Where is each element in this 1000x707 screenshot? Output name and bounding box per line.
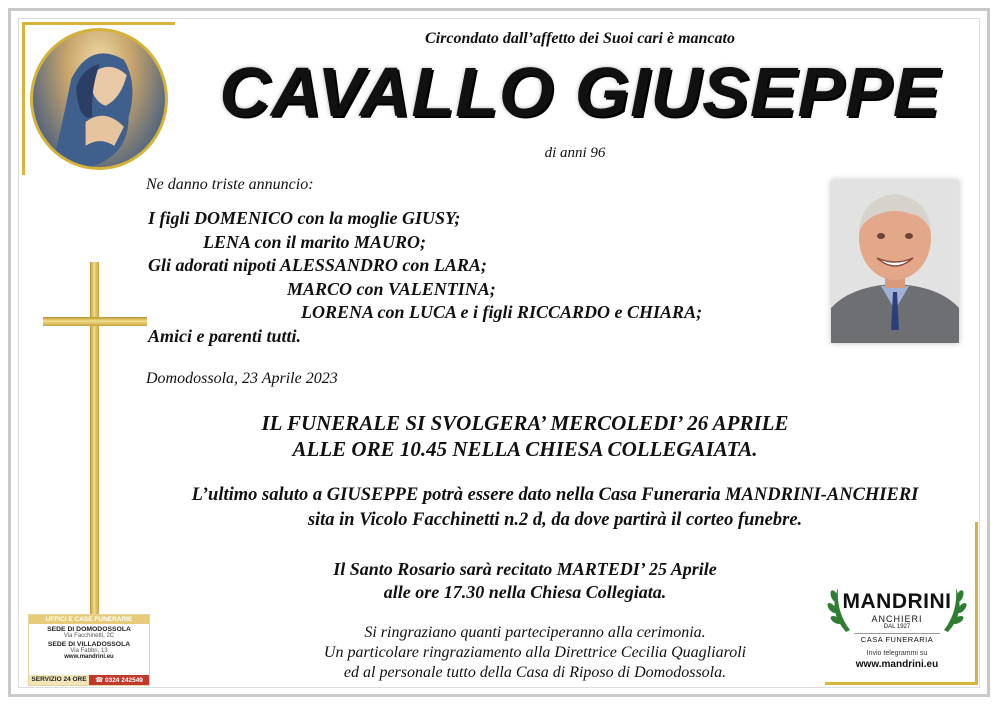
greeting-line: sita in Vicolo Facchinetti n.2 d, da dove partirà il corteo funebre. bbox=[307, 510, 803, 530]
logo-since: DAL 1927 bbox=[883, 624, 911, 630]
deceased-name: CAVALLO GIUSEPPE bbox=[219, 53, 941, 131]
offices-box bbox=[28, 614, 150, 686]
mourner-line: Amici e parenti tutti. bbox=[148, 325, 302, 346]
telegram-text: Invio telegrammi su bbox=[866, 650, 928, 657]
logo-subtitle: ANCHIERI bbox=[871, 614, 923, 624]
mandrini-logo bbox=[822, 578, 972, 673]
place-date: Domodossola, 23 Aprile 2023 bbox=[146, 370, 338, 387]
office-name: SEDE DI VILLADOSSOLA bbox=[47, 641, 131, 648]
logo-website[interactable]: www.mandrini.eu bbox=[855, 659, 939, 670]
offices-header: UFFICI E CASE FUNERARIE bbox=[29, 615, 149, 624]
office-name: SEDE DI DOMODOSSOLA bbox=[47, 626, 131, 633]
logo-tagline: CASA FUNERARIA bbox=[854, 633, 940, 644]
thanks-block bbox=[215, 623, 855, 683]
mourner-line: LENA con il marito MAURO; bbox=[203, 231, 427, 252]
cross-bar bbox=[43, 317, 147, 326]
mourner-line: Gli adorati nipoti ALESSANDRO con LARA; bbox=[148, 255, 487, 275]
announce-line: Ne danno triste annuncio: bbox=[146, 176, 314, 193]
logo-brand: MANDRINI bbox=[842, 590, 952, 613]
funeral-line: ALLE ORE 10.45 NELLA CHIESA COLLEGAIATA. bbox=[292, 437, 758, 461]
mourner-line: MARCO con VALENTINA; bbox=[287, 278, 496, 299]
rosary-notice bbox=[250, 558, 800, 604]
phone-number: ☎ 0324 242549 bbox=[89, 675, 149, 685]
rosary-line: Il Santo Rosario sarà recitato MARTEDI’ 25 Aprile bbox=[333, 559, 717, 579]
service-label: SERVIZIO 24 ORE bbox=[29, 675, 89, 685]
office-address: Via Fabbri, 13 bbox=[70, 648, 108, 654]
intro-line: Circondato dall’affetto dei Suoi cari è mancato bbox=[425, 30, 735, 47]
thanks-line: ed al personale tutto della Casa di Riposo di Domodossola. bbox=[343, 664, 727, 681]
funeral-notice bbox=[150, 410, 900, 462]
thanks-line: Un particolare ringraziamento alla Direttrice Cecilia Quagliaroli bbox=[323, 644, 747, 661]
mourner-line: LORENA con LUCA e i figli RICCARDO e CHIARA; bbox=[301, 302, 703, 322]
last-greeting bbox=[100, 483, 1000, 533]
office-website: www.mandrini.eu bbox=[64, 654, 114, 660]
portrait-photo bbox=[831, 180, 959, 343]
cross-icon bbox=[90, 262, 99, 617]
office-address: Via Facchinetti, 2C bbox=[63, 633, 115, 639]
mourner-line: I figli DOMENICO con la moglie GIUSY; bbox=[148, 208, 461, 228]
funeral-line: IL FUNERALE SI SVOLGERA’ MERCOLEDI’ 26 APRILE bbox=[261, 411, 789, 435]
offices-footer bbox=[29, 675, 149, 685]
thanks-line: Si ringraziano quanti parteciperanno alla cerimonia. bbox=[364, 624, 706, 641]
madonna-icon bbox=[33, 31, 165, 167]
rosary-line: alle ore 17.30 nella Chiesa Collegiata. bbox=[383, 582, 667, 602]
age: di anni 96 bbox=[544, 145, 606, 161]
portrait-icon bbox=[831, 180, 959, 343]
madonna-image bbox=[30, 28, 168, 170]
greeting-line: L’ultimo saluto a GIUSEPPE potrà essere dato nella Casa Funeraria MANDRINI-ANCHIERI bbox=[191, 485, 919, 505]
mourners-list bbox=[146, 207, 826, 348]
